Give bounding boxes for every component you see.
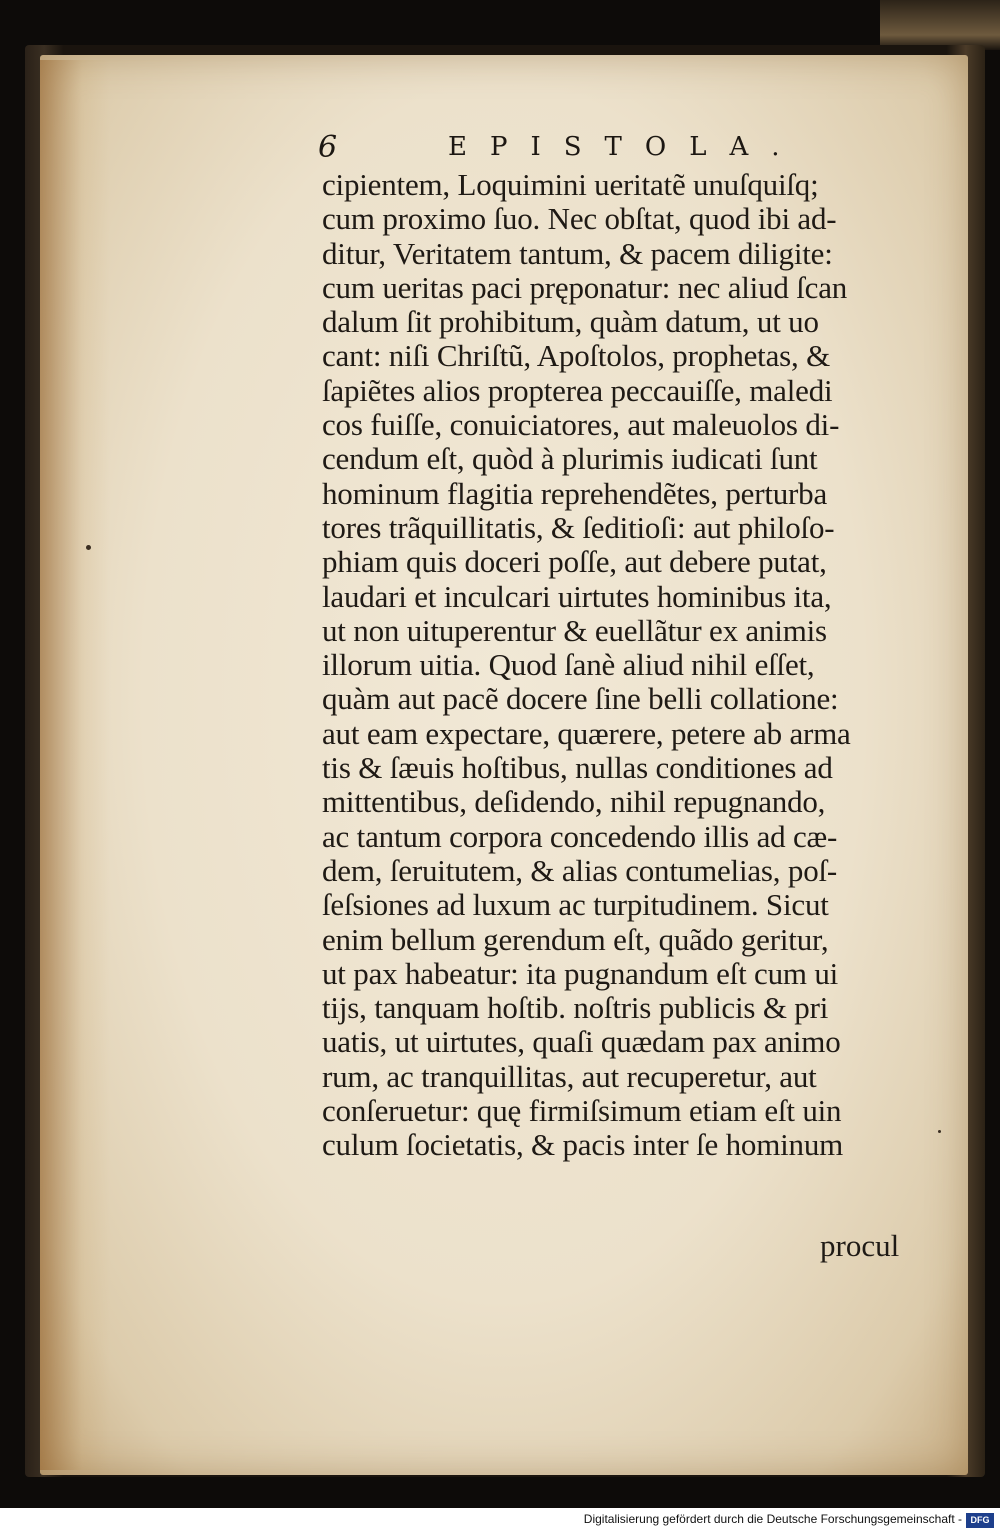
body-text [322,168,922,1163]
text-line: dem, ſeruitutem, & alias contumelias, poſ- [322,852,838,888]
page-stain [40,60,110,1470]
ink-speck [938,1130,941,1133]
page-header [318,130,803,170]
text-line: culum ſocietatis, & pacis inter ſe hominum [322,1127,844,1163]
text-line: mittentibus, deſidendo, nihil repugnando, [322,784,826,820]
text-line: ſeſsiones ad luxum ac turpitudinem. Sicut [322,887,829,923]
text-line: illorum uitia. Quod ſanè aliud nihil eſſet, [322,647,815,683]
text-line: enim bellum gerendum eſt, quãdo geritur, [322,921,829,957]
text-line: cos fuiſſe, conuiciatores, aut maleuolos di- [322,407,840,443]
text-line: cipientem, Loquimini ueritatẽ unuſquiſq; [322,167,819,202]
ink-speck [86,545,91,550]
text-line: tis & ſæuis hoſtibus, nullas conditiones ad [322,750,833,786]
text-line: cum proximo ſuo. Nec obſtat, quod ibi ad- [322,201,837,237]
text-line: rum, ac tranquillitas, aut recuperetur, aut [322,1058,817,1094]
text-line: conſeruetur: quę firmiſsimum etiam eſt uin [322,1093,842,1129]
text-line: ut non uituperentur & euellãtur ex animis [322,612,827,648]
text-line: ut pax habeatur: ita pugnandum eſt cum ui [322,955,839,991]
text-line: ditur, Veritatem tantum, & pacem diligite: [322,235,833,271]
footer-bar [0,1508,1000,1534]
text-line: dalum ſit prohibitum, quàm datum, ut uo [322,304,819,340]
text-line: aut eam expectare, quærere, petere ab arma [322,715,851,751]
text-line: quàm aut pacẽ docere ſine belli collatione: [322,681,839,717]
page-number: 6 [318,130,338,165]
text-line: hominum flagitia reprehendẽtes, perturba [322,475,828,511]
text-line: cum ueritas paci pręponatur: nec aliud ſcan [322,269,848,305]
text-line: tores trãquillitatis, & ſeditioſi: aut philoſo- [322,509,835,545]
dfg-logo: DFG [966,1513,994,1528]
catchword: procul [820,1228,900,1263]
running-head: EPISTOLA. [448,132,803,162]
text-line: laudari et inculcari uirtutes hominibus ita, [322,578,832,614]
text-line: uatis, ut uirtutes, quaſi quædam pax animo [322,1024,841,1060]
text-line: phiam quis doceri poſſe, aut debere putat, [322,544,827,580]
text-line: cant: niſi Chriſtũ, Apoſtolos, prophetas, & [322,338,831,374]
book-cover-edge [880,0,1000,50]
text-line: tijs, tanquam hoſtib. noſtris publicis & pri [322,990,829,1026]
text-line: ſapiẽtes alios propterea peccauiſſe, maledi [322,372,833,408]
funding-credit: Digitalisierung gefördert durch die Deutsche Forschungsgemeinschaft - [583,1512,962,1526]
text-line: cendum eſt, quòd à plurimis iudicati ſunt [322,441,818,477]
text-line: ac tantum corpora concedendo illis ad cæ- [322,818,838,854]
